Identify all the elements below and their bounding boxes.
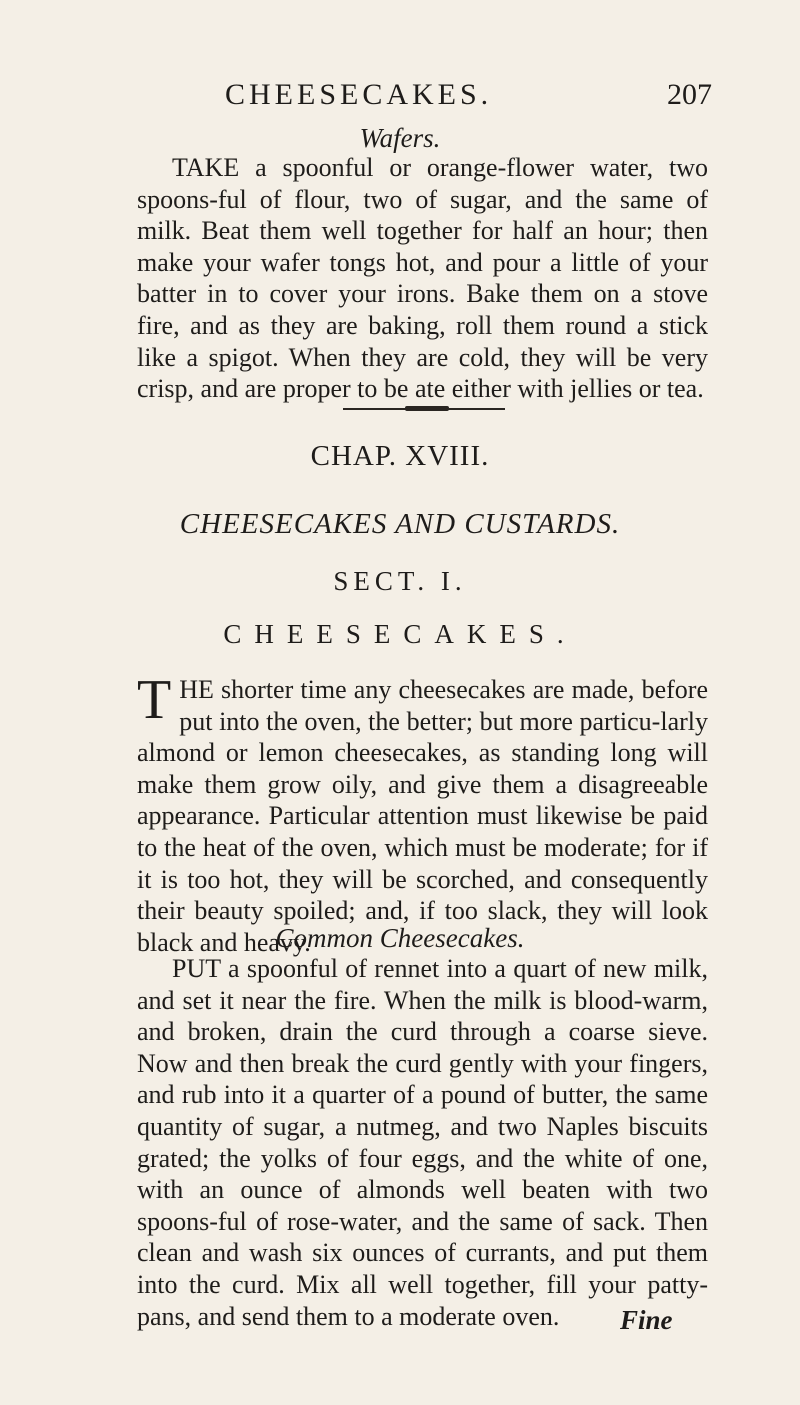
chapter-title: CHEESECAKES AND CUSTARDS. — [179, 508, 621, 540]
running-title: CHEESECAKES. — [225, 78, 493, 111]
common-cheesecakes-heading: Common Cheesecakes. — [275, 923, 525, 953]
running-head — [0, 78, 800, 118]
wafers-heading: Wafers. — [359, 123, 441, 153]
section-title: CHEESECAKES. — [223, 619, 577, 649]
catchword: Fine — [620, 1305, 673, 1335]
intro-text: HE shorter time any cheesecakes are made, before put into the oven, the better; but more particu-larly almond or lemon cheesecakes, as standing long will make them grow oily, and give them a disagreeable appearance. Particular attention must likewise be paid to the heat of the oven, which must be moderate; for if it is too hot, they will be scorched, and consequently their beauty spoiled; and, if too slack, they will look black and heavy. — [137, 675, 708, 957]
chapter-number: CHAP. XVIII. — [310, 440, 490, 472]
wafers-recipe: TAKE a spoonful or orange-flower water, two spoons-ful of flour, two of sugar, and the same of milk. Beat them well together for half an hour; then make your wafer tongs hot, and pour a little of your batter in to cover your irons. Bake them on a stove fire, and as they are baking, roll them round a stick like a spigot. When they are cold, they will be very crisp, and are proper to be ate either with jellies or tea. — [137, 153, 708, 404]
section-divider-ornament — [405, 406, 449, 411]
common-cheesecakes-recipe: PUT a spoonful of rennet into a quart of new milk, and set it near the fire. When the milk is blood-warm, and broken, drain the curd through a coarse sieve. Now and then break the curd gently with your fingers, and rub into it a quarter of a pound of butter, the same quantity of sugar, a nutmeg, and two Naples biscuits grated; the yolks of four eggs, and the white of one, with an ounce of almonds well beaten with two spoons-ful of rose-water, and the same of sack. Then clean and wash six ounces of currants, and put them into the curd. Mix all well together, fill your patty-pans, and send them to a moderate oven. — [137, 954, 708, 1331]
section-number: SECT. I. — [333, 566, 467, 596]
drop-cap: T — [137, 669, 172, 731]
page-number: 207 — [667, 78, 712, 111]
intro-paragraph — [137, 669, 708, 958]
